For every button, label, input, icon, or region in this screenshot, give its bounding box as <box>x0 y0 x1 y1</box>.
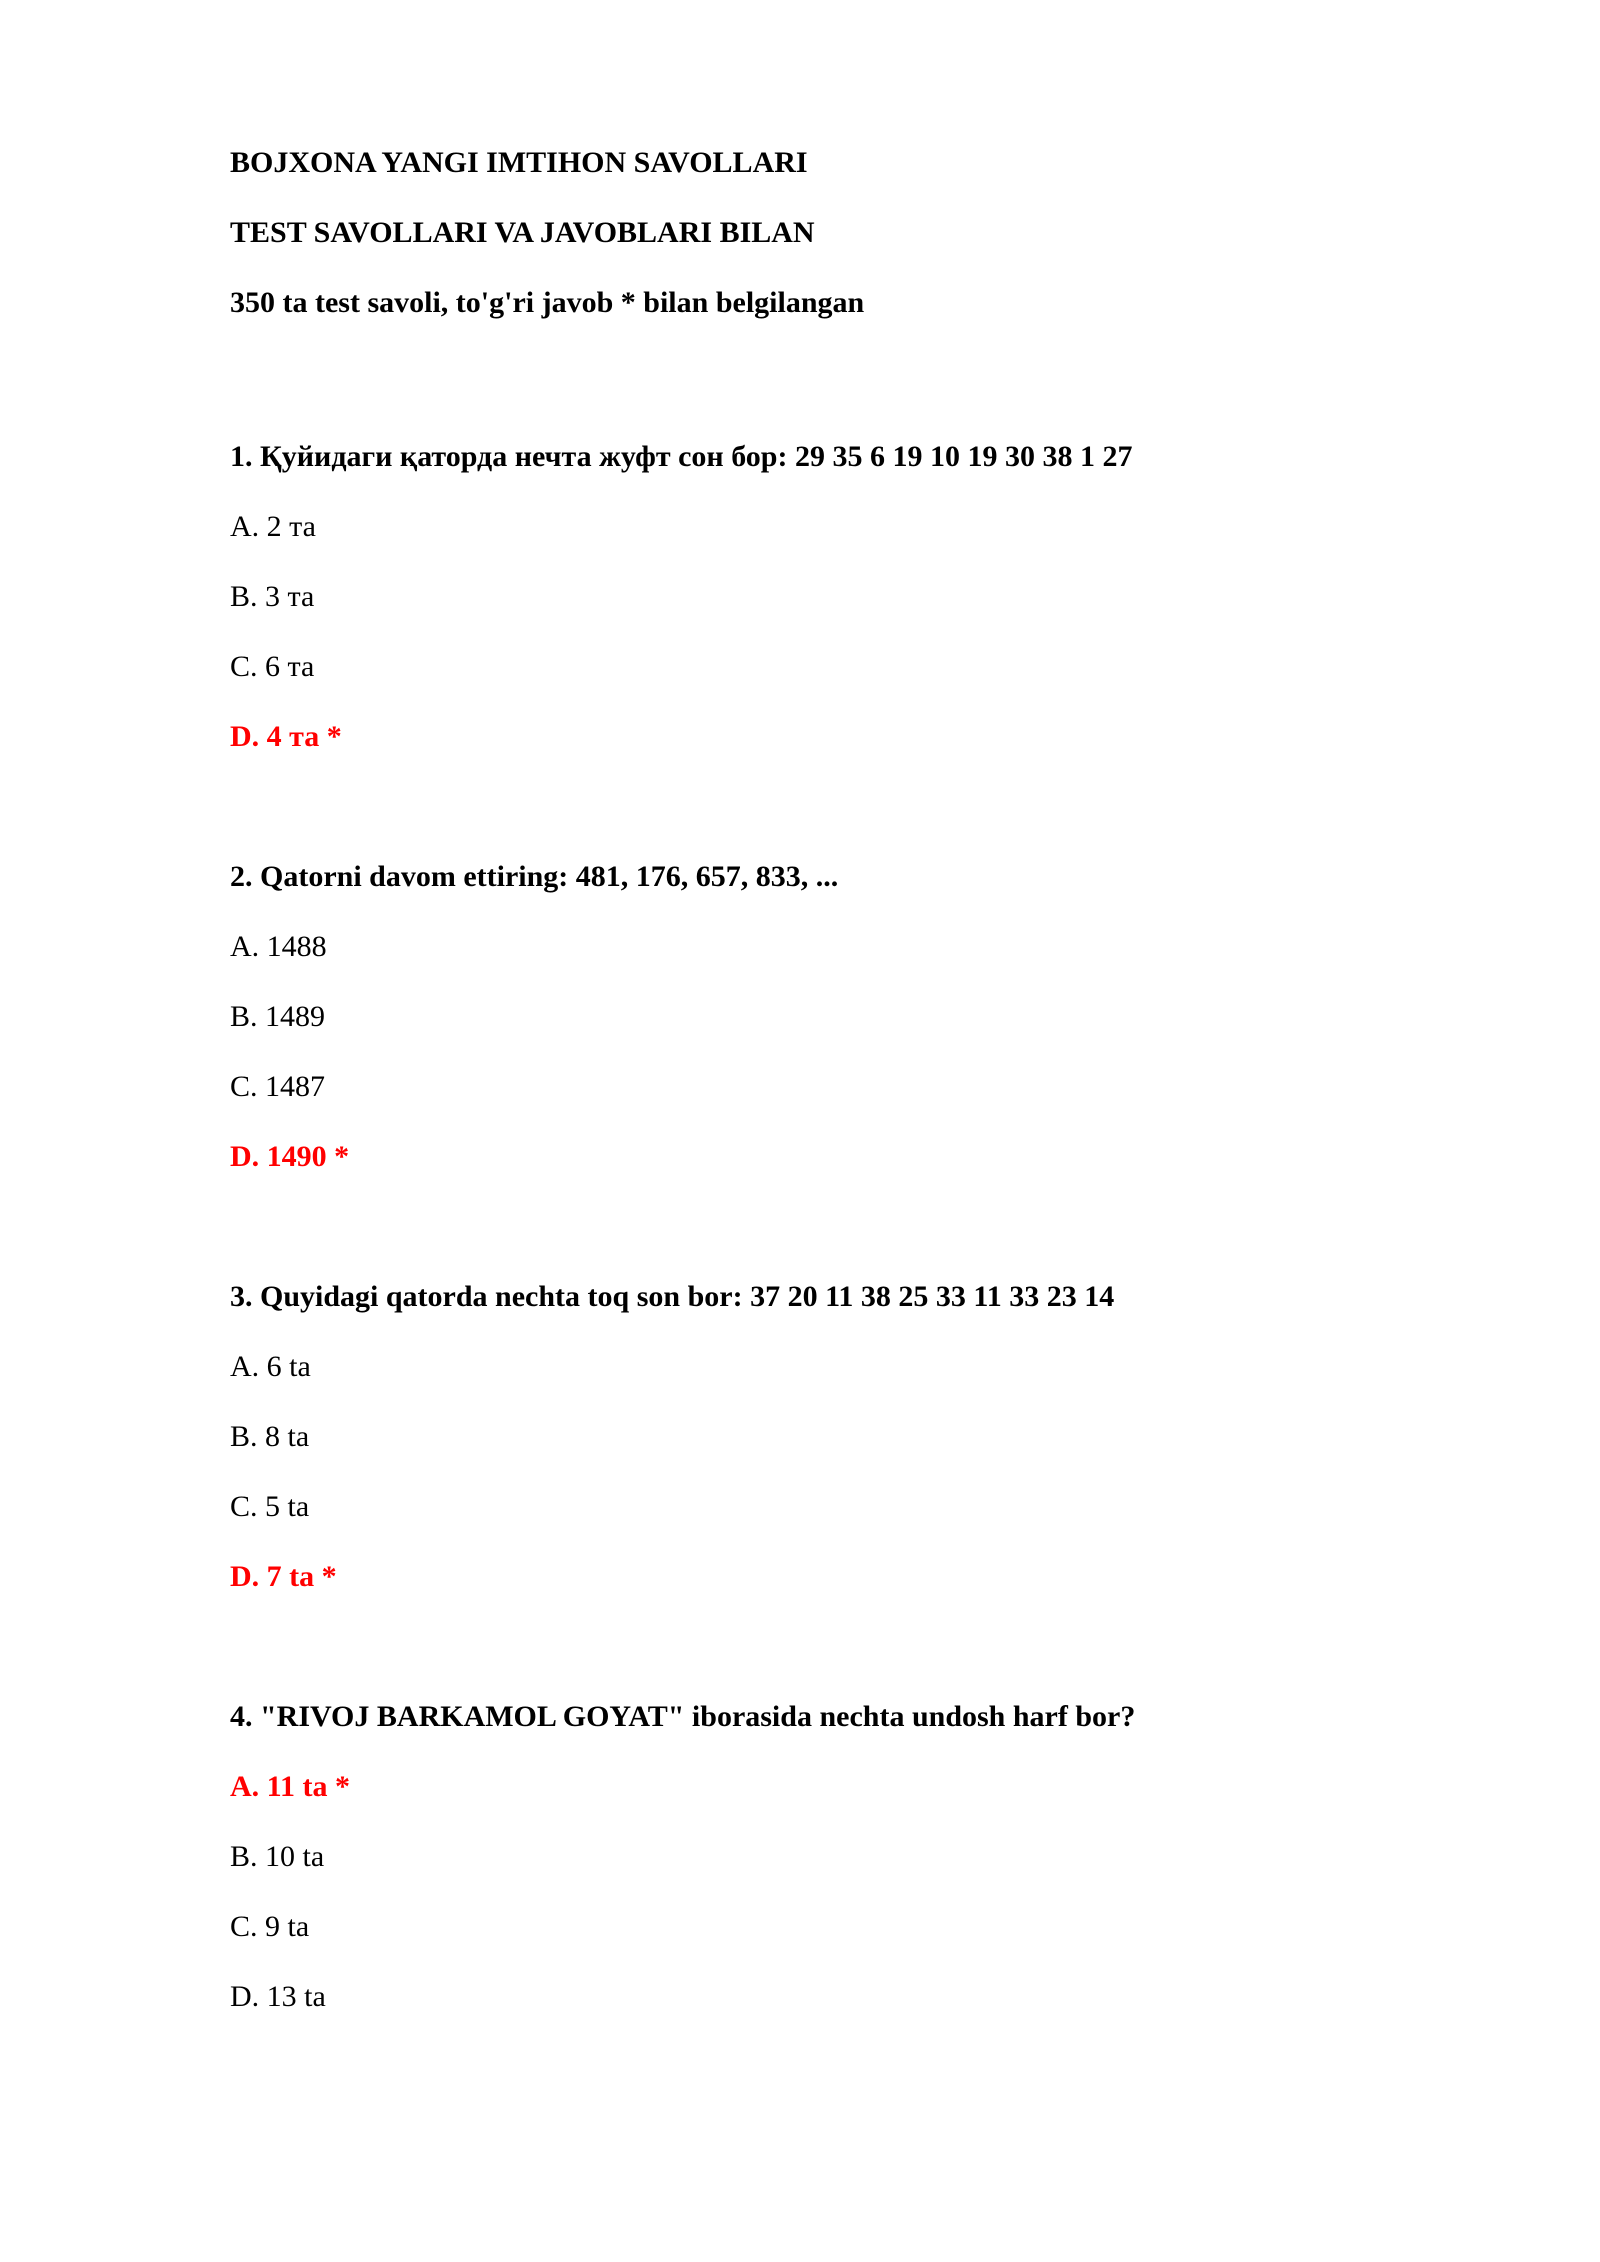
answer-option: C. 9 ta <box>230 1910 310 1943</box>
answer-option: D. 13 ta <box>230 1980 326 2013</box>
answer-option: B. 1489 <box>230 1000 326 1033</box>
document-page <box>230 145 1530 2015</box>
question-2 <box>230 859 1530 1175</box>
question-3 <box>230 1279 1530 1595</box>
correct-answer-option: D. 1490 * <box>230 1140 350 1173</box>
question-4 <box>230 1699 1530 2015</box>
answer-option: C. 6 та <box>230 650 315 683</box>
question-text: 2. Qatorni davom ettiring: 481, 176, 657, 833, ... <box>230 860 839 893</box>
question-1 <box>230 439 1530 755</box>
question-text: 3. Quyidagi qatorda nechta toq son bor: 37 20 11 38 25 33 11 33 23 14 <box>230 1280 1115 1313</box>
document-note: 350 ta test savoli, to'g'ri javob * bilan belgilangan <box>230 286 865 319</box>
document-title: BOJXONA YANGI IMTIHON SAVOLLARI <box>230 146 808 179</box>
document-subtitle: TEST SAVOLLARI VA JAVOBLARI BILAN <box>230 216 815 249</box>
correct-answer-option: D. 4 та * <box>230 720 342 753</box>
question-text: 1. Қуйидаги қаторда нечта жуфт сон бор: 29 35 6 19 10 19 30 38 1 27 <box>230 440 1133 473</box>
answer-option: B. 10 ta <box>230 1840 325 1873</box>
correct-answer-option: D. 7 ta * <box>230 1560 337 1593</box>
answer-option: A. 6 ta <box>230 1350 311 1383</box>
correct-answer-option: A. 11 ta * <box>230 1770 350 1803</box>
answer-option: B. 8 ta <box>230 1420 310 1453</box>
answer-option: B. 3 та <box>230 580 315 613</box>
answer-option: C. 5 ta <box>230 1490 310 1523</box>
question-text: 4. "RIVOJ BARKAMOL GOYAT" iborasida nechta undosh harf bor? <box>230 1700 1136 1733</box>
answer-option: A. 1488 <box>230 930 327 963</box>
answer-option: A. 2 та <box>230 510 316 543</box>
answer-option: C. 1487 <box>230 1070 326 1103</box>
document-header <box>230 145 1530 321</box>
